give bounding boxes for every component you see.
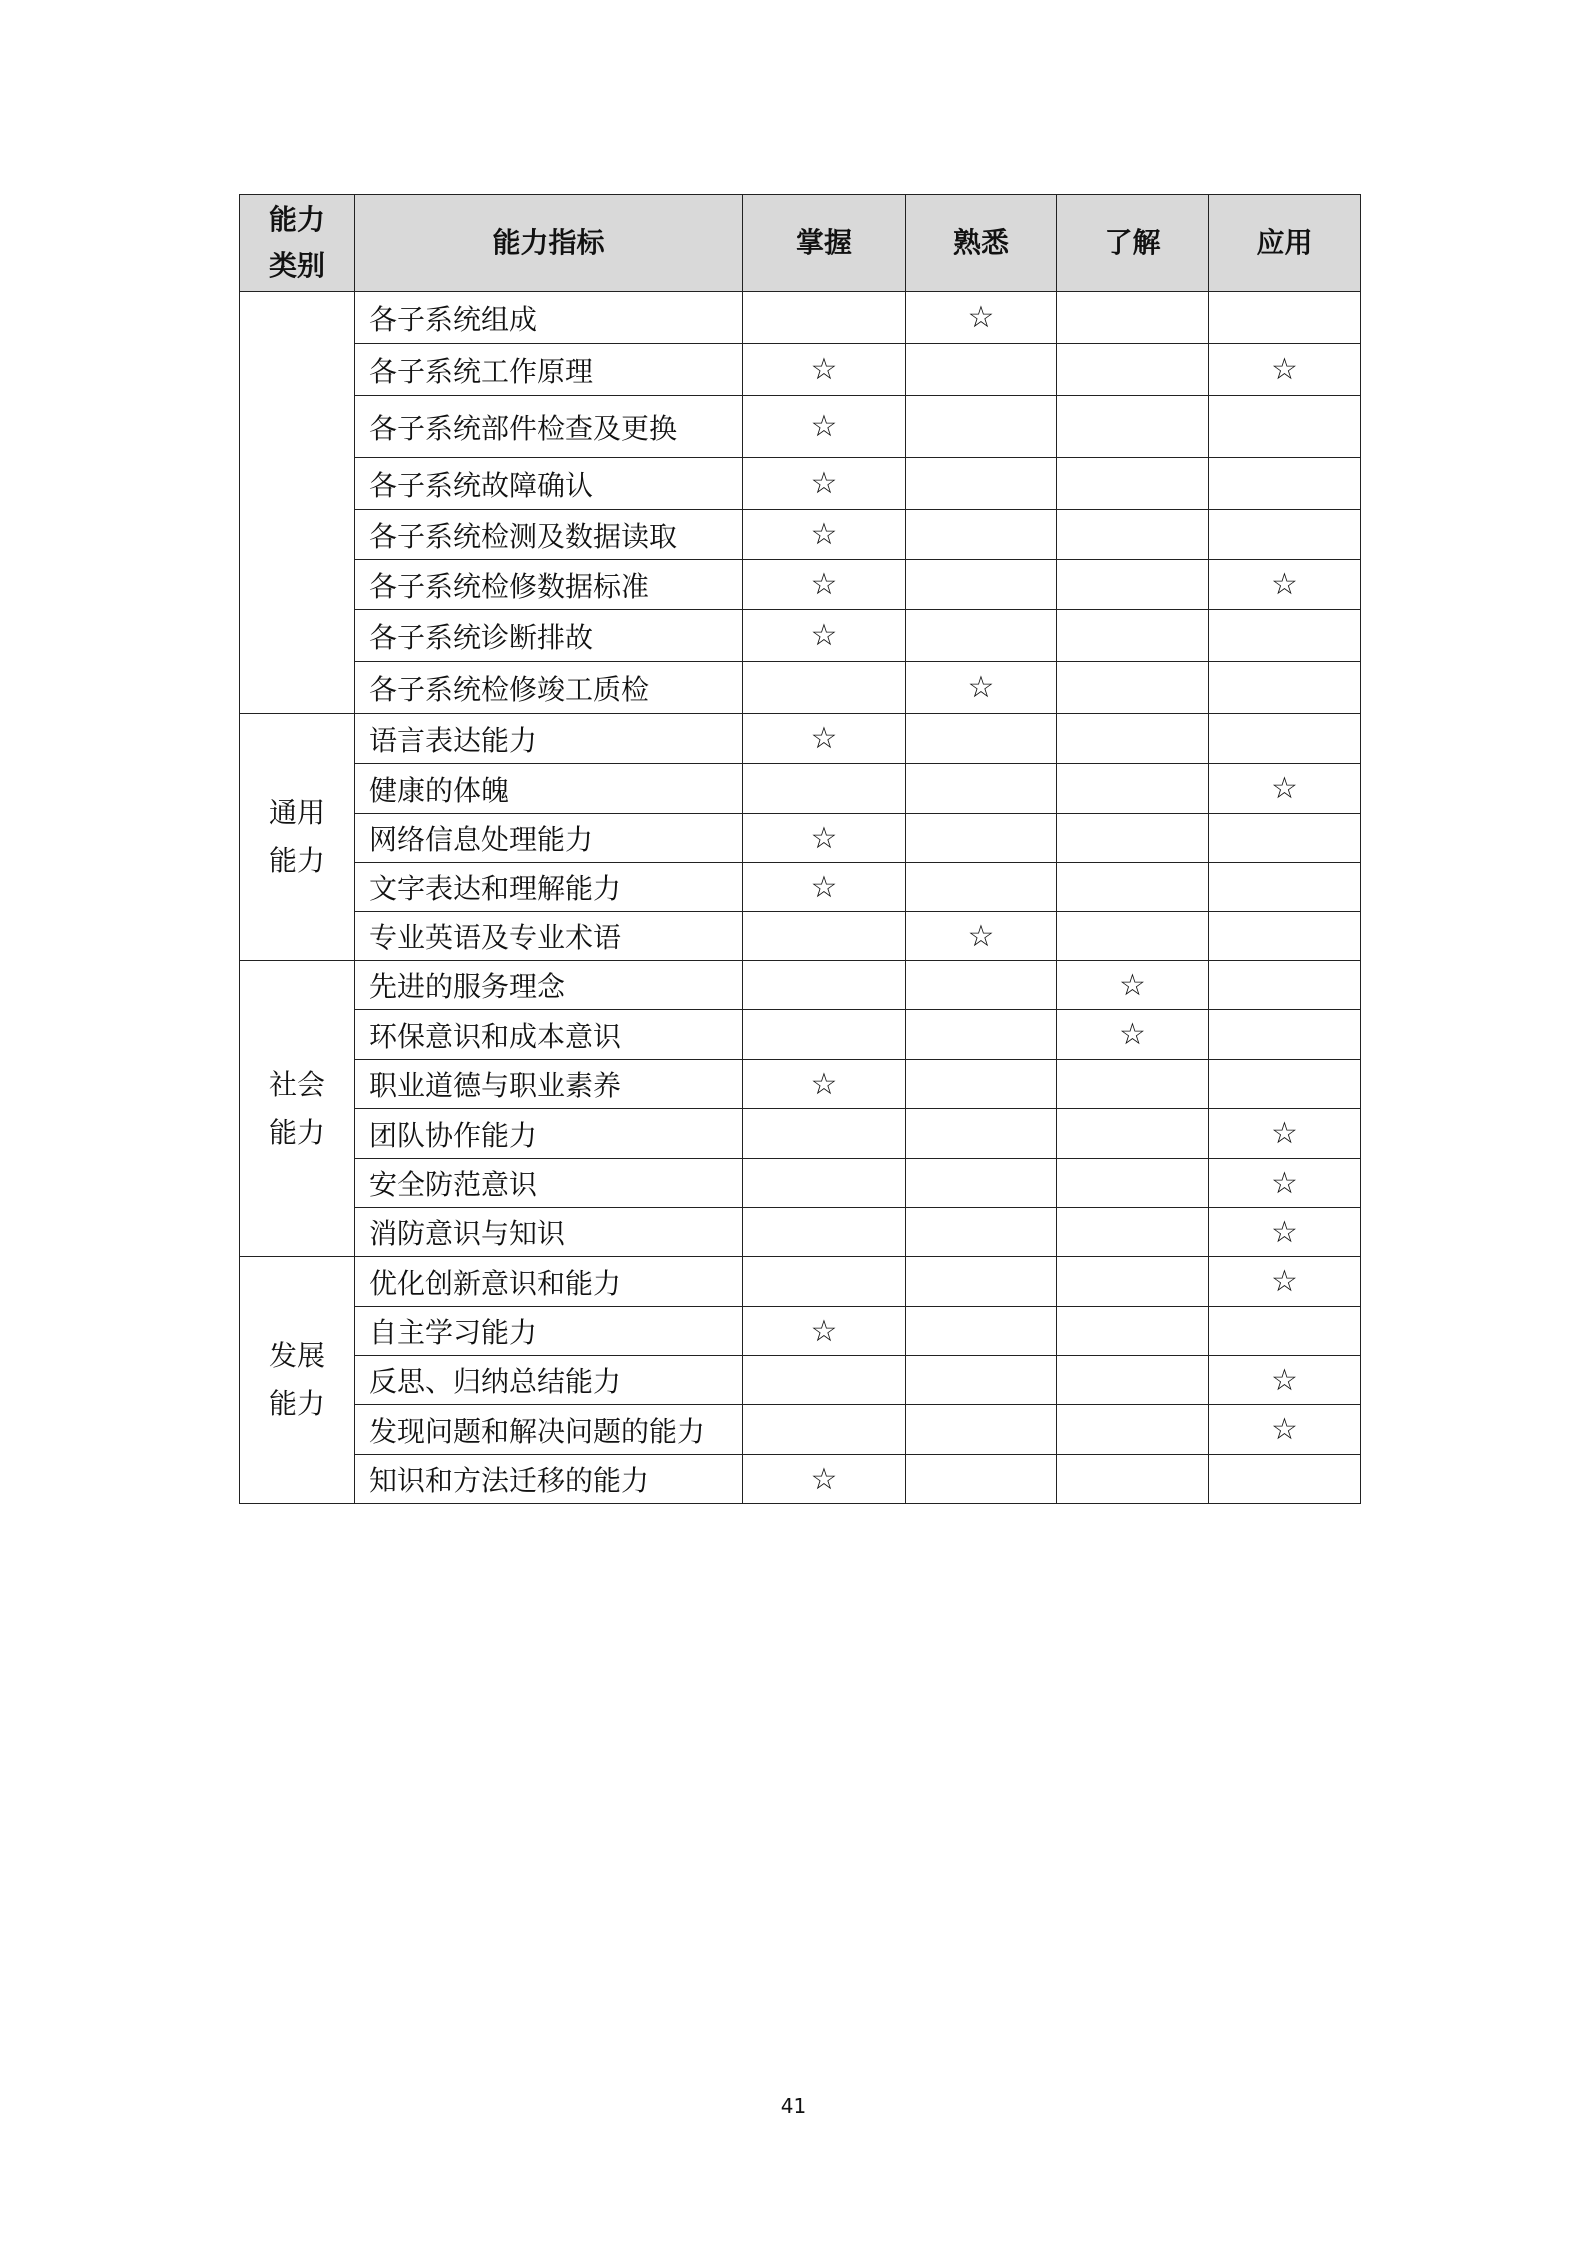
star-icon: ☆ — [1119, 1017, 1146, 1052]
level-cell — [1209, 292, 1361, 344]
header-level-apply: 应用 — [1209, 195, 1361, 292]
table-row — [240, 1159, 1361, 1208]
star-icon: ☆ — [810, 1461, 838, 1497]
level-cell — [1209, 1109, 1361, 1159]
level-cell — [1209, 1208, 1361, 1257]
star-icon: ☆ — [1271, 1264, 1298, 1299]
level-cell — [1209, 764, 1361, 814]
star-icon: ☆ — [810, 869, 838, 905]
level-cell — [743, 1208, 906, 1257]
header-row — [240, 195, 1361, 292]
indicator-cell: 各子系统组成 — [355, 292, 743, 344]
indicator-cell: 健康的体魄 — [355, 764, 743, 814]
level-cell — [1209, 814, 1361, 863]
indicator-cell: 环保意识和成本意识 — [355, 1010, 743, 1060]
indicator-cell: 各子系统部件检查及更换 — [355, 396, 743, 458]
category-cell: 发展 能力 — [240, 1257, 355, 1504]
level-cell — [1057, 764, 1209, 814]
level-cell — [1057, 1109, 1209, 1159]
level-cell — [906, 610, 1057, 662]
star-icon: ☆ — [810, 820, 838, 856]
level-cell — [906, 510, 1057, 560]
star-icon: ☆ — [810, 466, 838, 501]
level-cell — [1209, 344, 1361, 396]
level-cell — [906, 1208, 1057, 1257]
indicator-cell: 各子系统检修竣工质检 — [355, 662, 743, 714]
indicator-cell: 先进的服务理念 — [355, 961, 743, 1010]
indicator-cell: 各子系统故障确认 — [355, 458, 743, 510]
level-cell — [1057, 1010, 1209, 1060]
level-cell — [1209, 714, 1361, 764]
level-cell — [1209, 863, 1361, 912]
header-category: 能力 类别 — [240, 195, 355, 292]
level-cell — [743, 1159, 906, 1208]
level-cell — [1209, 510, 1361, 560]
indicator-cell: 安全防范意识 — [355, 1159, 743, 1208]
level-cell — [1057, 1455, 1209, 1504]
indicator-cell: 语言表达能力 — [355, 714, 743, 764]
table-row — [240, 344, 1361, 396]
table-row — [240, 1257, 1361, 1307]
star-icon: ☆ — [810, 352, 838, 387]
level-cell — [906, 1356, 1057, 1405]
table-row — [240, 1109, 1361, 1159]
table-row — [240, 292, 1361, 344]
level-cell — [1209, 560, 1361, 610]
page-number: 41 — [780, 2094, 807, 2118]
level-cell — [1057, 714, 1209, 764]
indicator-cell: 团队协作能力 — [355, 1109, 743, 1159]
level-cell — [1209, 1455, 1361, 1504]
level-cell — [743, 961, 906, 1010]
level-cell — [1057, 510, 1209, 560]
level-cell — [1209, 912, 1361, 961]
table-row — [240, 863, 1361, 912]
table-row — [240, 1060, 1361, 1109]
level-cell — [1057, 961, 1209, 1010]
table-row — [240, 814, 1361, 863]
level-cell — [743, 396, 906, 458]
indicator-cell: 反思、归纳总结能力 — [355, 1356, 743, 1405]
level-cell — [906, 912, 1057, 961]
star-icon: ☆ — [810, 409, 838, 444]
level-cell — [743, 1455, 906, 1504]
star-icon: ☆ — [1271, 1165, 1298, 1201]
table-row — [240, 510, 1361, 560]
level-cell — [1057, 610, 1209, 662]
indicator-cell: 消防意识与知识 — [355, 1208, 743, 1257]
star-icon: ☆ — [810, 721, 838, 756]
level-cell — [1057, 458, 1209, 510]
level-cell — [906, 1159, 1057, 1208]
level-cell — [906, 344, 1057, 396]
star-icon: ☆ — [1119, 967, 1146, 1003]
star-icon: ☆ — [1271, 1412, 1298, 1447]
level-cell — [906, 1405, 1057, 1455]
indicator-cell: 文字表达和理解能力 — [355, 863, 743, 912]
level-cell — [906, 764, 1057, 814]
level-cell — [906, 961, 1057, 1010]
level-cell — [743, 510, 906, 560]
level-cell — [1057, 1060, 1209, 1109]
level-cell — [743, 458, 906, 510]
level-cell — [1057, 344, 1209, 396]
indicator-cell: 发现问题和解决问题的能力 — [355, 1405, 743, 1455]
level-cell — [743, 912, 906, 961]
star-icon: ☆ — [1271, 352, 1298, 387]
level-cell — [906, 292, 1057, 344]
table-row — [240, 1455, 1361, 1504]
level-cell — [1209, 1405, 1361, 1455]
indicator-cell: 专业英语及专业术语 — [355, 912, 743, 961]
table-row — [240, 764, 1361, 814]
header-indicator: 能力指标 — [355, 195, 743, 292]
header-level-familiar: 熟悉 — [906, 195, 1057, 292]
level-cell — [906, 1060, 1057, 1109]
ability-table — [239, 194, 1361, 1504]
table-row — [240, 1208, 1361, 1257]
indicator-cell: 各子系统诊断排故 — [355, 610, 743, 662]
level-cell — [743, 1257, 906, 1307]
star-icon: ☆ — [810, 517, 838, 552]
level-cell — [1057, 396, 1209, 458]
level-cell — [906, 863, 1057, 912]
level-cell — [906, 662, 1057, 714]
level-cell — [906, 1455, 1057, 1504]
table-row — [240, 1010, 1361, 1060]
level-cell — [1209, 961, 1361, 1010]
level-cell — [743, 1356, 906, 1405]
level-cell — [906, 396, 1057, 458]
category-cell — [240, 292, 355, 714]
level-cell — [1057, 292, 1209, 344]
indicator-cell: 职业道德与职业素养 — [355, 1060, 743, 1109]
table-row — [240, 1356, 1361, 1405]
level-cell — [1209, 1060, 1361, 1109]
level-cell — [743, 764, 906, 814]
table-row — [240, 1405, 1361, 1455]
level-cell — [906, 1307, 1057, 1356]
level-cell — [906, 1109, 1057, 1159]
table-row — [240, 912, 1361, 961]
level-cell — [743, 1307, 906, 1356]
level-cell — [1057, 1257, 1209, 1307]
level-cell — [1057, 560, 1209, 610]
level-cell — [1057, 814, 1209, 863]
level-cell — [1209, 1257, 1361, 1307]
table-row — [240, 1307, 1361, 1356]
level-cell — [1057, 1307, 1209, 1356]
table-row — [240, 560, 1361, 610]
star-icon: ☆ — [810, 1313, 838, 1349]
level-cell — [1057, 912, 1209, 961]
level-cell — [743, 714, 906, 764]
level-cell — [1057, 1159, 1209, 1208]
table-row — [240, 662, 1361, 714]
level-cell — [1057, 1208, 1209, 1257]
category-cell: 通用 能力 — [240, 714, 355, 961]
level-cell — [1209, 1356, 1361, 1405]
indicator-cell: 自主学习能力 — [355, 1307, 743, 1356]
indicator-cell: 各子系统工作原理 — [355, 344, 743, 396]
indicator-cell: 各子系统检测及数据读取 — [355, 510, 743, 560]
level-cell — [906, 714, 1057, 764]
star-icon: ☆ — [1271, 567, 1298, 602]
star-icon: ☆ — [967, 918, 995, 954]
level-cell — [743, 560, 906, 610]
table-row — [240, 458, 1361, 510]
level-cell — [743, 662, 906, 714]
star-icon: ☆ — [1271, 771, 1298, 806]
indicator-cell: 优化创新意识和能力 — [355, 1257, 743, 1307]
category-cell: 社会 能力 — [240, 961, 355, 1257]
star-icon: ☆ — [810, 1066, 838, 1102]
level-cell — [1209, 662, 1361, 714]
table-row — [240, 610, 1361, 662]
level-cell — [906, 458, 1057, 510]
level-cell — [1209, 1159, 1361, 1208]
level-cell — [743, 292, 906, 344]
level-cell — [1209, 458, 1361, 510]
level-cell — [743, 863, 906, 912]
star-icon: ☆ — [1271, 1362, 1298, 1398]
level-cell — [1057, 1405, 1209, 1455]
level-cell — [1057, 662, 1209, 714]
level-cell — [906, 560, 1057, 610]
indicator-cell: 各子系统检修数据标准 — [355, 560, 743, 610]
header-level-understand: 了解 — [1057, 195, 1209, 292]
level-cell — [906, 1257, 1057, 1307]
level-cell — [743, 1010, 906, 1060]
star-icon: ☆ — [967, 300, 995, 335]
indicator-cell: 知识和方法迁移的能力 — [355, 1455, 743, 1504]
level-cell — [1209, 610, 1361, 662]
indicator-cell: 网络信息处理能力 — [355, 814, 743, 863]
level-cell — [743, 814, 906, 863]
star-icon: ☆ — [967, 670, 995, 705]
table-row — [240, 714, 1361, 764]
star-icon: ☆ — [1271, 1214, 1298, 1250]
table-row — [240, 396, 1361, 458]
table-body — [240, 292, 1361, 1504]
level-cell — [743, 1109, 906, 1159]
level-cell — [1209, 1010, 1361, 1060]
level-cell — [743, 610, 906, 662]
star-icon: ☆ — [810, 618, 838, 653]
star-icon: ☆ — [810, 567, 838, 602]
level-cell — [1057, 1356, 1209, 1405]
star-icon: ☆ — [1271, 1116, 1298, 1151]
level-cell — [906, 814, 1057, 863]
level-cell — [743, 1060, 906, 1109]
level-cell — [906, 1010, 1057, 1060]
header-level-master: 掌握 — [743, 195, 906, 292]
level-cell — [1057, 863, 1209, 912]
level-cell — [743, 1405, 906, 1455]
level-cell — [1209, 396, 1361, 458]
table-row — [240, 961, 1361, 1010]
level-cell — [1209, 1307, 1361, 1356]
level-cell — [743, 344, 906, 396]
